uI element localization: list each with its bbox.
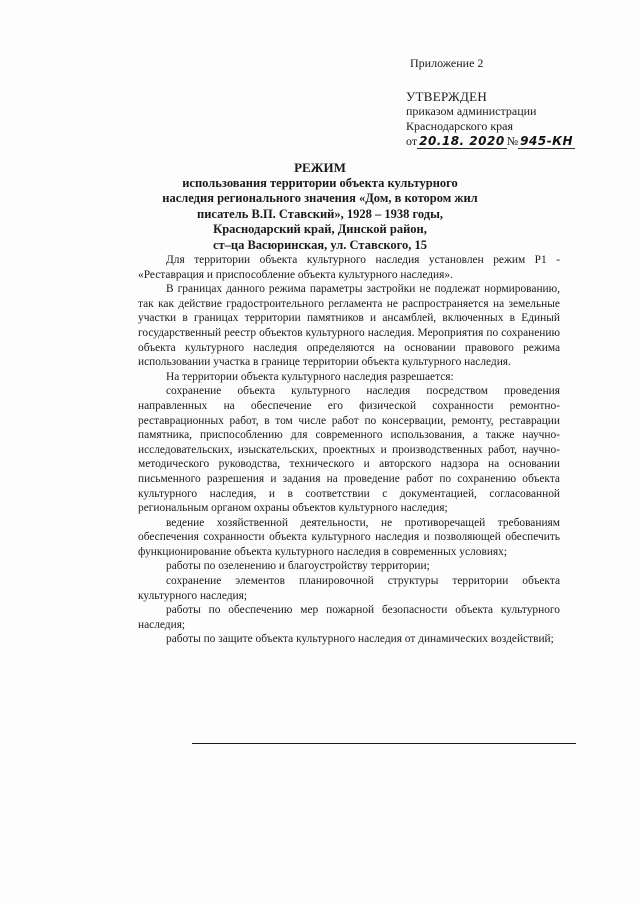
title-heading: РЕЖИМ [294, 160, 346, 175]
body-paragraph: ведение хозяйственной деятельности, не противоречащей требованиям обеспечения сохранности объекта культурного наследия и позволяющей обеспечить функционирование объекта культурного наследия в современных условиях; [138, 516, 560, 558]
body-paragraph: Для территории объекта культурного наследия установлен режим Р1 - «Реставрация и приспособление объекта культурного наследия». [138, 254, 560, 281]
title-line: использования территории объекта культурного [182, 175, 458, 190]
appendix-label: Приложение 2 [410, 56, 484, 70]
body-paragraph: сохранение объекта культурного наследия посредством проведения направленных на обеспечение его физической сохранности ремонтно-реставрационных работ, в том числе работ по консервации, ремонту, реставрации памятника, приспособлению для современного использования, а также научно-исследовательских, изыскательских, проектных и производственных работ, научно-методического руководства, технического и авторского надзора на основании письменного разрешения и задания на проведение работ по сохранению объекта культурного наследия, и в соответствии с документацией, согласованной региональным органом охраны объектов культурного наследия; [138, 385, 560, 515]
body-paragraph: работы по озеленению и благоустройству территории; [166, 560, 430, 573]
handwritten-date: 20.18. 2020 [419, 134, 505, 148]
body-paragraph: работы по обеспечению мер пожарной безопасности объекта культурного наследия; [138, 604, 560, 631]
title-line: наследия регионального значения «Дом, в котором жил [162, 191, 478, 205]
handwritten-number: 945-КН [520, 134, 574, 148]
end-divider-line [192, 743, 576, 744]
approval-date-number [406, 134, 606, 149]
body-paragraph: сохранение элементов планировочной структуры территории объекта культурного наследия; [138, 575, 560, 602]
number-prefix: № [506, 134, 519, 148]
body-paragraph: В границах данного режима параметры застройки не подлежат нормированию, так как действие градостроительного регламента не распространяется на земельные участки в границах территории памятников и ансамблей, включенных в Единый государственный реестр объектов культурного наследия. Мероприятия по сохранению объекта культурного наследия определяются на основании правового режима использовании участка в границе территории объекта культурного наследия. [138, 283, 560, 369]
body-paragraph: На территории объекта культурного наследия разрешается: [166, 370, 454, 383]
approved-label: УТВЕРЖДЕН [406, 89, 488, 104]
approval-line-1: приказом администрации [406, 104, 537, 118]
approval-line-2: Краснодарского края [406, 119, 514, 133]
document-body [138, 253, 560, 647]
title-line: Краснодарский край, Динской район, [213, 222, 427, 236]
body-paragraph: работы по защите объекта культурного наследия от динамических воздействий; [166, 633, 554, 646]
document-title [150, 160, 490, 253]
title-line: писатель В.П. Ставский», 1928 – 1938 годы, [197, 206, 443, 221]
date-prefix: от [406, 134, 418, 148]
approval-block [406, 56, 606, 149]
title-line: ст–ца Васюринская, ул. Ставского, 15 [212, 237, 428, 252]
